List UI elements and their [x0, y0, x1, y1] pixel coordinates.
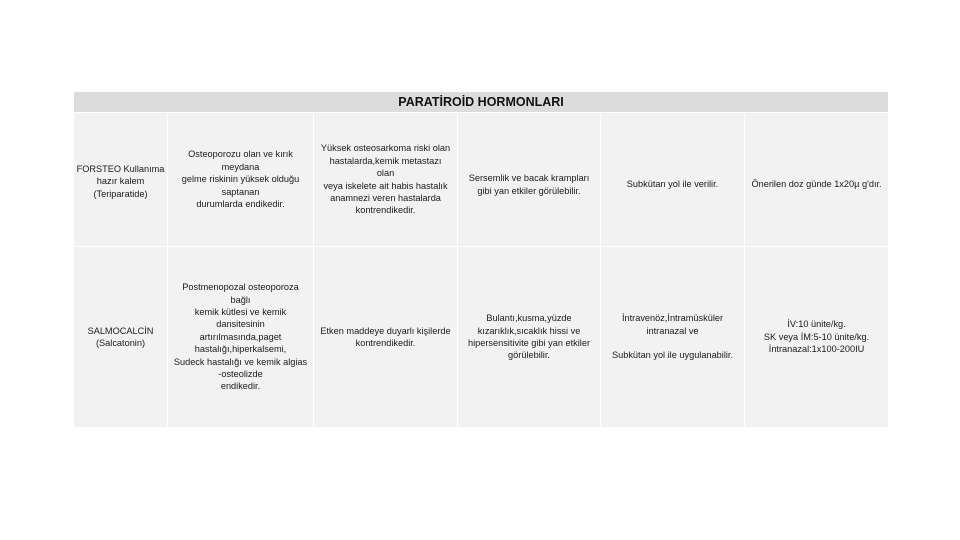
table-title: PARATİROİD HORMONLARI	[74, 92, 889, 113]
administration-cell: İntravenöz,İntramüsküler intranazal ve Subkütan yol ile uygulanabilir.	[601, 247, 745, 428]
administration-cell: Subkütan yol ile verilir.	[601, 113, 745, 247]
drug-name-cell: SALMOCALCİN (Salcatonin)	[74, 247, 168, 428]
table-row	[74, 113, 889, 247]
dose-cell: İV:10 ünite/kg. SK veya İM:5-10 ünite/kg. İntranazal:1x100-200IU	[745, 247, 889, 428]
table-header-row	[74, 92, 889, 113]
parathyroid-hormones-table	[73, 91, 889, 428]
contraindication-cell: Yüksek osteosarkoma riski olan hastalarda,kemik metastazı olan veya iskelete ait habis hastalık anamnezi veren hastalarda kontrendikedir.	[314, 113, 458, 247]
table-row	[74, 247, 889, 428]
indication-cell: Postmenopozal osteoporoza bağlı kemik kütlesi ve kemik dansitesinin artırılmasında,paget hastalığı,hiperkalsemi, Sudeck hastalığı ve kemik algias -osteolizde endikedir.	[168, 247, 314, 428]
indication-cell: Osteoporozu olan ve kırık meydana gelme riskinin yüksek olduğu saptanan durumlarda endikedir.	[168, 113, 314, 247]
drug-name-cell: FORSTEO Kullanıma hazır kalem (Teriparatide)	[74, 113, 168, 247]
side-effects-cell: Bulantı,kusma,yüzde kızarıklık,sıcaklık hissi ve hipersensitivite gibi yan etkiler görülebilir.	[458, 247, 601, 428]
side-effects-cell: Sersemlik ve bacak krampları gibi yan etkiler görülebilir.	[458, 113, 601, 247]
contraindication-cell: Etken maddeye duyarlı kişilerde kontrendikedir.	[314, 247, 458, 428]
dose-cell: Önerilen doz günde 1x20µ g'dır.	[745, 113, 889, 247]
